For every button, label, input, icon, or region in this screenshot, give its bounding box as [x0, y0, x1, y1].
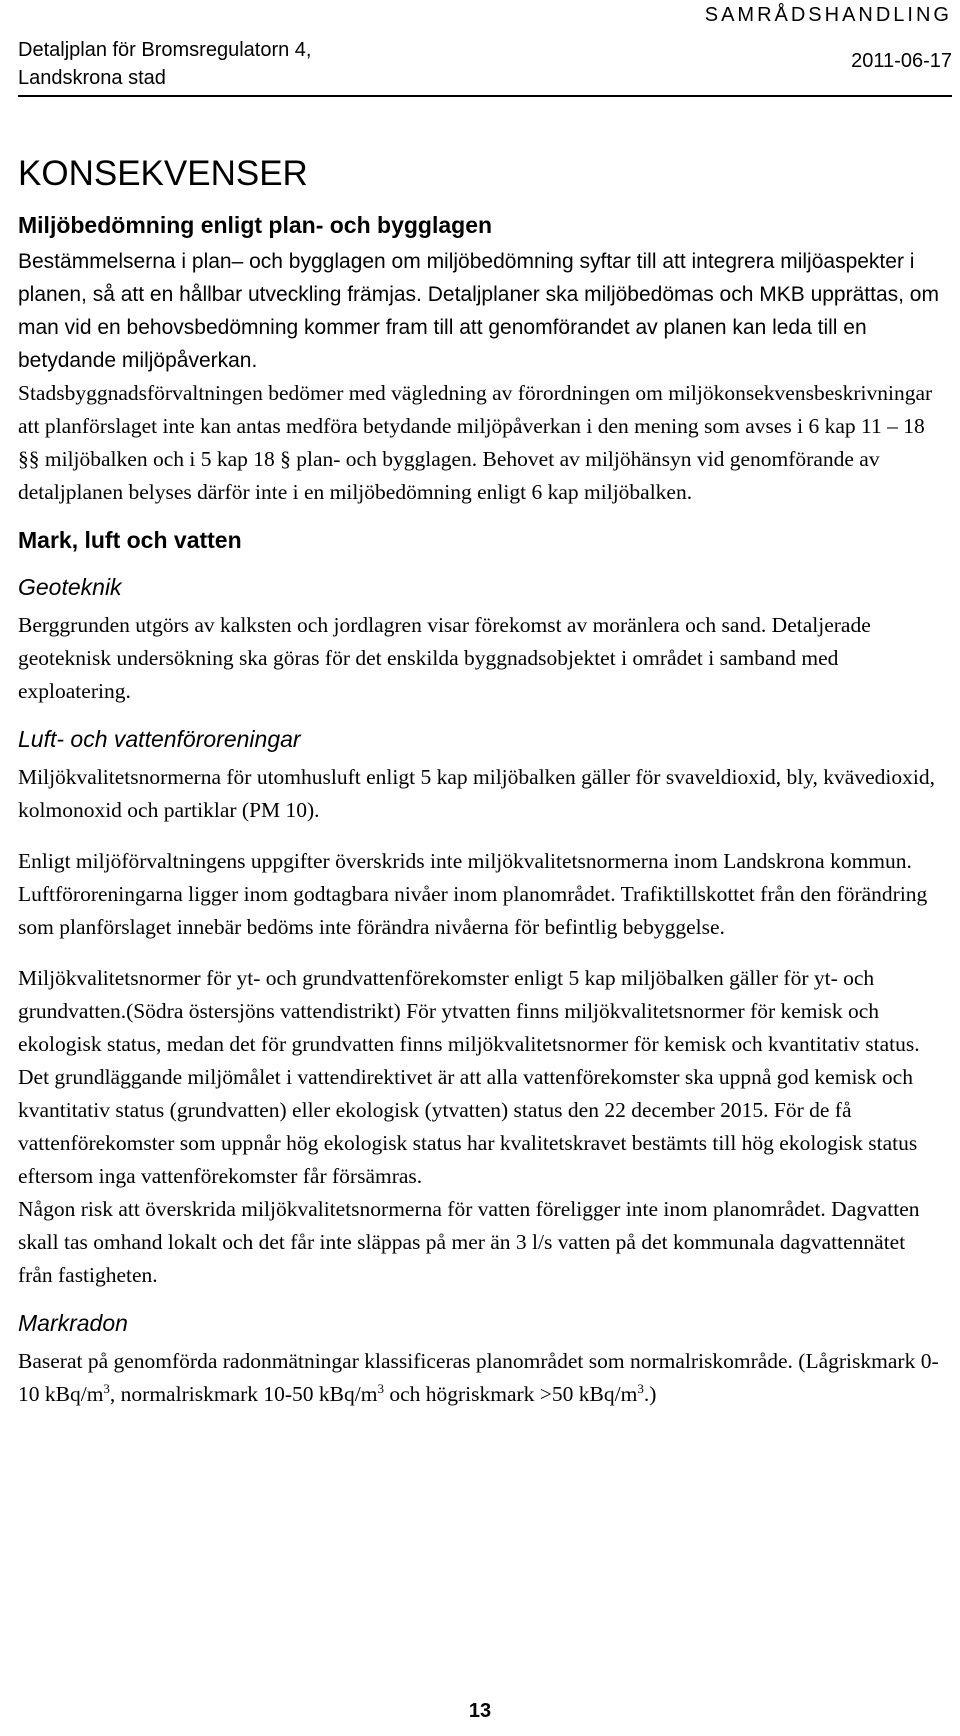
paragraph-luft-4: Någon risk att överskrida miljökvalitetsnormerna för vatten föreligger inte inom planområdet. Dagvatten skall tas omhand lokalt och det får inte släppas på mer än 3 l/s vatten på det kommunala dagvattennätet från fastigheten.: [18, 1197, 920, 1287]
subheading-geoteknik: Geoteknik: [18, 574, 122, 600]
header-date: 2011-06-17: [851, 50, 952, 72]
paragraph-luft-3: Miljökvalitetsnormer för yt- och grundvattenförekomster enligt 5 kap miljöbalken gäller för yt- och grundvatten.(Södra östersjöns vattendistrikt) För ytvatten finns miljökvalitetsnormer för kemisk och ekologisk status, medan det för grundvatten finns miljökvalitetsnormer för kemisk och kvantitativ status. Det grundläggande miljömålet i vattendirektivet är att alla vattenförekomster ska uppnå god kemisk och kvantitativ status (grundvatten) eller ekologisk (ytvatten) status den 22 december 2015. För de få vattenförekomster som uppnår hög ekologisk status har kvalitetskravet bestämts till hög ekologisk status eftersom inga vattenförekomster får försämras.: [18, 966, 920, 1188]
subheading-markradon: Markradon: [18, 1310, 128, 1336]
header-title-line1: Detaljplan för Bromsregulatorn 4,: [18, 39, 312, 61]
radon-text-d: .): [643, 1382, 657, 1406]
paragraph-luft-1: Miljökvalitetsnormerna för utomhusluft enligt 5 kap miljöbalken gäller för svaveldioxid, bly, kvävedioxid, kolmonoxid och partiklar (PM 10).: [18, 765, 935, 822]
section-heading-miljo: Miljöbedömning enligt plan- och bygglagen: [18, 212, 493, 238]
paragraph-markradon: [18, 1345, 942, 1411]
page-number: 13: [468, 1700, 492, 1722]
radon-text-b: , normalriskmark 10-50 kBq/m: [109, 1382, 378, 1406]
radon-sup-1: 3: [103, 1380, 110, 1396]
page-title: KONSEKVENSER: [18, 154, 308, 193]
page-header: [18, 0, 952, 92]
radon-text-c: och högriskmark >50 kBq/m: [383, 1382, 638, 1406]
header-status: SAMRÅDSHANDLING: [704, 4, 952, 26]
section-heading-mark: Mark, luft och vatten: [18, 527, 242, 553]
subheading-luft: Luft- och vattenföroreningar: [18, 726, 301, 752]
header-rule: [18, 95, 952, 97]
radon-sup-3: 3: [637, 1380, 644, 1396]
header-title-line2: Landskrona stad: [18, 67, 166, 89]
header-title: [18, 36, 311, 92]
radon-sup-2: 3: [377, 1380, 384, 1396]
paragraph-miljo-1: Bestämmelserna i plan– och bygglagen om miljöbedömning syftar till att integrera miljöaspekter i planen, så att en hållbar utveckling främjas. Detaljplaner ska miljöbedömas och MKB upprättas, om man vid en behovsbedömning kommer fram till att genomförandet av planen kan leda till en betydande miljöpåverkan.: [18, 250, 939, 372]
paragraph-miljo-2: Stadsbyggnadsförvaltningen bedömer med vägledning av förordningen om miljökonsekvensbeskrivningar att planförslaget inte kan antas medföra betydande miljöpåverkan i den mening som avses i 6 kap 11 – 18 §§ miljöbalken och i 5 kap 18 § plan- och bygglagen. Behovet av miljöhänsyn vid genomförande av detaljplanen belyses därför inte i en miljöbedömning enligt 6 kap miljöbalken.: [18, 381, 933, 504]
paragraph-luft-2: Enligt miljöförvaltningens uppgifter överskrids inte miljökvalitetsnormerna inom Landskrona kommun. Luftföroreningarna ligger inom godtagbara nivåer inom planområdet. Trafiktillskottet från den förändring som planförslaget innebär bedöms inte förändra nivåerna för befintlig bebyggelse.: [18, 849, 928, 939]
radon-text-a: Baserat på genomförda radonmätningar klassificeras planområdet som normalriskområde. (Lågriskmark 0-10 kBq/m: [18, 1349, 939, 1406]
main-content: [18, 140, 942, 1411]
paragraph-geoteknik: Berggrunden utgörs av kalksten och jordlagren visar förekomst av moränlera och sand. Detaljerade geoteknisk undersökning ska göras för det enskilda byggnadsobjektet i området i samband med exploatering.: [18, 613, 871, 703]
